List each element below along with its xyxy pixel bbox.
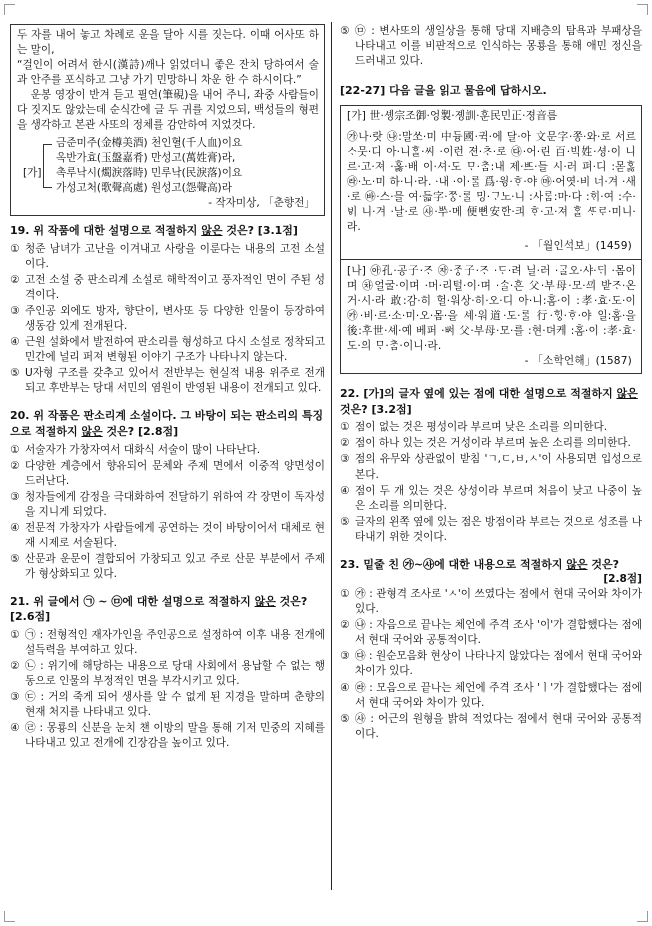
passage-box-chunhyang	[10, 24, 325, 216]
q20-options	[10, 443, 325, 582]
answer-option[interactable]: ⑤ U자형 구조를 갖추고 있어서 전반부는 현실적 내용 위주로 전개되고 후반부는 당대 서민의 염원이 반영된 내용이 전개되고 있다.	[10, 367, 325, 395]
answer-option[interactable]: ④ 점이 두 개 있는 것은 상성이라 부르며 처음이 낮고 나중이 높은 소리를 의미한다.	[340, 484, 642, 512]
question-21: 21. 위 글에서 ㉠ ~ ㉤에 대한 설명으로 적절하지 않은 것은? [2.6점]	[10, 594, 308, 624]
answer-option[interactable]: ② 점이 하나 있는 것은 거성이라 부르며 높은 소리를 의미한다.	[340, 437, 631, 450]
question-20: 20. 위 작품은 판소리계 소설이다. 그 바탕이 되는 판소리의 특징으로 적절하지 않은 것은? [2.8점]	[10, 409, 324, 438]
q19-options	[10, 242, 325, 396]
passage-quote: “걸인이 어려서 한시(漢詩)깨나 읽었더니 좋은 잔치 당하여서 술과 안주를 포식하고 그냥 가기 민망하니 차운 한 수 하시이다.”	[17, 59, 319, 87]
answer-option[interactable]: ② ㉡ : 위기에 해당하는 내용으로 당대 사회에서 용납할 수 없는 행동으로 인물의 부정적인 면을 부각시키고 있다.	[10, 660, 325, 688]
question-23: 23. 밑줄 친 ㉮~㉴에 대한 내용으로 적절하지 않은 것은?	[340, 557, 620, 571]
poem-line: 촉루낙시(燭淚落時) 민루낙(民淚落)이요	[56, 167, 243, 180]
passage-text: 운봉 영장이 반겨 듣고 필연(筆硯)을 내어 주니, 좌중 사람들이 다 짓지도 않았는데 순식간에 글 두 귀를 지었으되, 백성들의 형편을 생각하고 본관 사또의 정체를 감안하여 지었것다.	[17, 89, 319, 132]
answer-option[interactable]: ⑤ ㉴ : 어근의 원형을 밝혀 적었다는 점에서 현대 국어와 공통적이다.	[340, 712, 642, 740]
answer-option[interactable]: ③ 주인공 외에도 방자, 향단이, 변사또 등 다양한 인물이 등장하여 생동감 있게 전개된다.	[10, 305, 325, 333]
poem-line: 옥반가효(玉盤嘉肴) 만성고(萬姓膏)라,	[56, 152, 236, 165]
question-22: 22. [가]의 글자 옆에 있는 점에 대한 설명으로 적절하지 않은 것은? [3.2점]	[340, 387, 638, 416]
passage-text: 두 자를 내어 놓고 차례로 운을 달아 시를 짓는다. 이때 어사또 하는 말이,	[17, 29, 319, 57]
poem-line: 가성고처(歌聲高處) 원성고(怨聲高)라	[56, 182, 232, 195]
poem-label: [가]	[23, 167, 42, 180]
answer-option[interactable]: ① ㉮ : 관형격 조사로 'ㅅ'이 쓰였다는 점에서 현대 국어와 차이가 있다.	[340, 588, 642, 616]
q22-options	[340, 420, 642, 544]
q23-options	[340, 587, 642, 741]
poem-line: 금준미주(金樽美酒) 천인혈(千人血)이요	[56, 137, 243, 150]
answer-option[interactable]: ③ ㉢ : 거의 죽게 되어 생사를 알 수 없게 된 지경을 말하며 춘향의 현재 처지를 나타내고 있다.	[10, 691, 325, 719]
answer-option[interactable]: ④ ㉱ : 모음으로 끝나는 체언에 주격 조사 'ㅣ'가 결합했다는 점에서 현대 국어와 차이가 있다.	[340, 681, 642, 709]
passage-divider	[341, 259, 641, 260]
answer-option[interactable]: ⑤ 글자의 왼쪽 옆에 있는 점은 방점이라 부르는 것으로 성조를 나타내기 위한 것이다.	[340, 515, 642, 543]
answer-option[interactable]: ② 다양한 계층에서 향유되어 문체와 주제 면에서 이중적 양면성이 드러난다.	[10, 459, 325, 487]
poem-brace	[43, 144, 52, 188]
passage-ga-source: - 「월인석보」(1459)	[524, 239, 632, 252]
answer-option[interactable]: ① ㉠ : 전형적인 재자가인을 주인공으로 설정하여 이후 내용 전개에 설득력을 부여하고 있다.	[10, 629, 325, 657]
question-19: 19. 위 작품에 대한 설명으로 적절하지 않은 것은? [3.1점]	[10, 224, 298, 238]
section-intro: [22-27] 다음 글을 읽고 물음에 답하시오.	[340, 84, 547, 98]
passage-source: - 작자미상, 「춘향전」	[208, 197, 315, 210]
answer-option[interactable]: ① 점이 없는 것은 평성이라 부르며 낮은 소리를 의미한다.	[340, 421, 608, 434]
q21-options	[10, 628, 325, 751]
page-corner-mark	[4, 911, 15, 922]
page-corner-mark	[637, 4, 648, 15]
poem-lines	[56, 136, 242, 196]
answer-option[interactable]: ① 서술자가 가창자여서 대화식 서술이 많이 나타난다.	[10, 443, 261, 456]
answer-option[interactable]: ④ 근원 설화에서 발전하여 판소리를 형성하고 다시 소설로 정착되고 민간에 널리 퍼져 변형된 이야기 구조가 나타나지 않는다.	[10, 336, 325, 364]
passage-na-text: [나] ㉵孔·공子·ᄌᆞ ㉶·ᄌᆞᇰ子·ᄌᆞ ·ᄃᆞ·려 닐·러 ·ᄀᆞᆯ오·샤·ᄃᆡ ·몸이며 ㉷얼굴·이며 ·머·리털·이·며 ·ᄉᆞᆯ·흔 父·부母·모·ᄭᅴ 받ᄌᆞ·온 거·시·라 敢:감·히 헐·워상·히·오·디 아·니:홈·이 :孝·효·도·이 ㉸·비·르·소·미·오·몸·을 셰·워道·도·ᄅᆞᆯ 行·ᄒᆡᇰ·ᄒᆞ·야 일:홈·을 後:후世·셰·예 베퍼 ·ᄡᅥ 父·부母·모·를 :현·뎌케 :홈·이 :孝·효·도·의 ᄆᆞ·ᄎᆞᆷ·이니·라.	[347, 264, 636, 353]
answer-option[interactable]: ⑤ 산문과 운문이 결합되어 가창되고 있고 주로 산문 부분에서 주제가 형상화되고 있다.	[10, 552, 325, 580]
column-divider	[331, 22, 332, 890]
left-column	[10, 24, 325, 752]
page-corner-mark	[637, 911, 648, 922]
right-column	[340, 24, 642, 743]
poem-block	[17, 136, 319, 196]
answer-option[interactable]: ④ ㉣ : 몽룡의 신분을 눈치 챈 이방의 말을 통해 기저 민중의 지혜를 나타내고 있고 전개에 긴장감을 높이고 있다.	[10, 722, 325, 750]
answer-option[interactable]: ③ 점의 유무와 상관없이 받침 'ㄱ,ㄷ,ㅂ,ㅅ'이 사용되면 입성으로 본다.	[340, 453, 642, 481]
answer-option[interactable]: ② ㉯ : 자음으로 끝나는 체언에 주격 조사 '이'가 결합했다는 점에서 현대 국어와 공통적이다.	[340, 619, 642, 647]
passage-ga-title: [가] 世·솅宗조御·엉製·졩訓·훈民민正·졍音름	[347, 109, 558, 122]
answer-option[interactable]: ③ ㉰ : 원순모음화 현상이 나타나지 않았다는 점에서 현대 국어와 차이가 있다.	[340, 650, 642, 678]
answer-option[interactable]: ⑤ ㉤ : 변사또의 생일상을 통해 당대 지배층의 탐욕과 부패상을 나타내고 이를 비판적으로 인식하는 몽룡을 통해 애민 정신을 드러내고 있다.	[340, 25, 642, 68]
answer-option[interactable]: ② 고전 소설 중 판소리계 소설로 해학적이고 풍자적인 면이 주된 성격이다.	[10, 274, 325, 302]
page-corner-mark	[4, 4, 15, 15]
answer-option[interactable]: ① 청준 남녀가 고난을 이겨내고 사랑을 이룬다는 내용의 고전 소설이다.	[10, 242, 325, 271]
answer-option[interactable]: ③ 청자들에게 감정을 극대화하여 전달하기 위하여 각 장면이 독자성을 지니게 되었다.	[10, 490, 325, 518]
answer-option[interactable]: ④ 전문적 가창자가 사람들에게 공연하는 것이 바탕이어서 대체로 현재 시제로 서술된다.	[10, 521, 325, 549]
question-23-points: [2.8점]	[603, 573, 642, 586]
passage-box-ga	[340, 105, 642, 375]
passage-ga-text: ㉮나·랏 ㉯:말쏘·미 中듕國·귁·에 달·아 文문字·쫑·와·로 서르 ᄉᆞ뭇·디 아·니ᄒᆞᆯ·씨 ·이런 젼·ᄎᆞ·로 ㉰·어·린 百·빅姓·셩·이 니르·고·져 ·홇·배 이·셔·도 ᄆᆞ·ᄎᆞᆷ:내 제·ᄠᅳ·들 시·러 펴·디 :몯ᄒᆞᇙ ㉱·노·미 하·니·라. ·내 ·이·ᄅᆞᆯ 爲·윙·ᄒᆞ·야 ㉲·어엿·비 너·겨 ·새·로 ㉳·스·믈 여·듧字·ᄍᆞᆼ·ᄅᆞᆯ 밍·ᄀᆞ노·니 :사ᄅᆞᆷ:마·다 :ᄒᆡ·여 :수·ᄫᅵ 니·겨 ·날·로 ㉴·ᄡᅮ·메 便뼌安ᅙᅡᆫ·킈 ᄒᆞ·고·져 ᄒᆞᆯ ᄯᆞᄅᆞ·미니·라.	[347, 130, 636, 233]
passage-na-source: - 「소학언해」(1587)	[524, 355, 632, 368]
